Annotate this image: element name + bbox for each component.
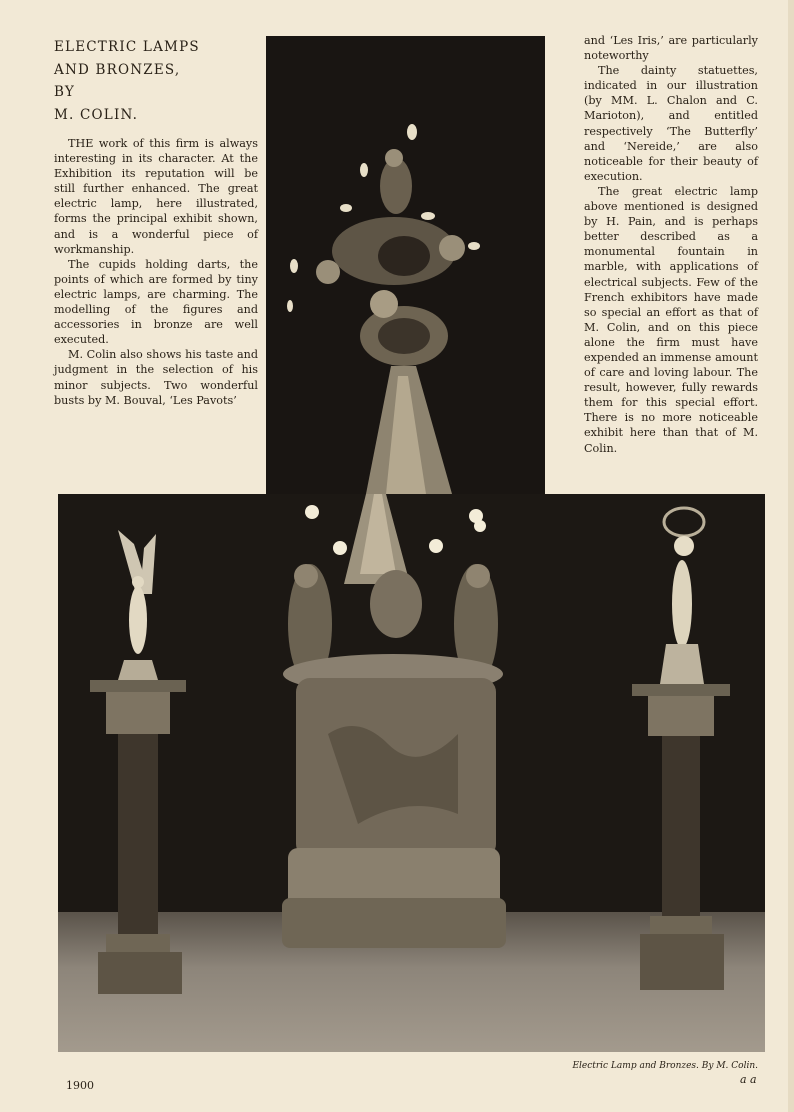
article-heading xyxy=(54,36,264,126)
heading-line-2: AND BRONZES, xyxy=(54,61,181,78)
photo-upper-section xyxy=(266,36,545,494)
paragraph xyxy=(54,136,258,257)
heading-line-4: M. COLIN. xyxy=(54,106,139,123)
paragraph-continued: and ‘Les Iris,’ are particularly noteworthy xyxy=(584,34,758,63)
left-text-column xyxy=(54,136,258,408)
photo-lower-section xyxy=(58,494,765,1052)
paragraph-text: work of this firm is always interesting in its character. At the Exhibition its reputation will be still further enhanced. The great electric lamp, here illustrated, forms the principal exhibit shown, and is a wonderful piece of workmanship. xyxy=(54,137,258,256)
paragraph: The cupids holding darts, the points of which are formed by tiny electric lamps, are charming. The modelling of the figures and accessories in bronze are well executed. xyxy=(54,257,258,347)
signature-mark: a a xyxy=(740,1073,757,1086)
page-edge xyxy=(788,0,794,1112)
heading-line-3: BY xyxy=(54,84,75,100)
lead-word: THE xyxy=(68,137,94,150)
right-text-column xyxy=(584,33,758,456)
bronzes-illustration xyxy=(58,494,765,1052)
heading-line-1: ELECTRIC LAMPS xyxy=(54,39,200,55)
paragraph: The dainty statuettes, indicated in our illustration (by MM. L. Chalon and C. Marioton), and entitled respectively ‘The Butterfly’ and ‘Nereide,’ are also noticeable for their beauty of execution. xyxy=(584,64,758,183)
photo-caption: Electric Lamp and Bronzes. By M. Colin. xyxy=(572,1061,758,1071)
page-folio: 1900 xyxy=(66,1079,94,1092)
paragraph: The great electric lamp above mentioned is designed by H. Pain, and is perhaps better described as a monumental fountain in marble, with applications of electrical subjects. Few of the French exhibitors have made so special an effort as that of M. Colin, and on this piece alone the firm must have expended an immense amount of care and loving labour. The result, however, fully rewards them for this special effort. There is no more noticeable exhibit here than that of M. Colin. xyxy=(584,184,758,455)
lamp-top-illustration xyxy=(266,36,545,494)
paragraph: M. Colin also shows his taste and judgment in the selection of his minor subjects. Two wonderful busts by M. Bouval, ‘Les Pavots’ xyxy=(54,348,258,407)
